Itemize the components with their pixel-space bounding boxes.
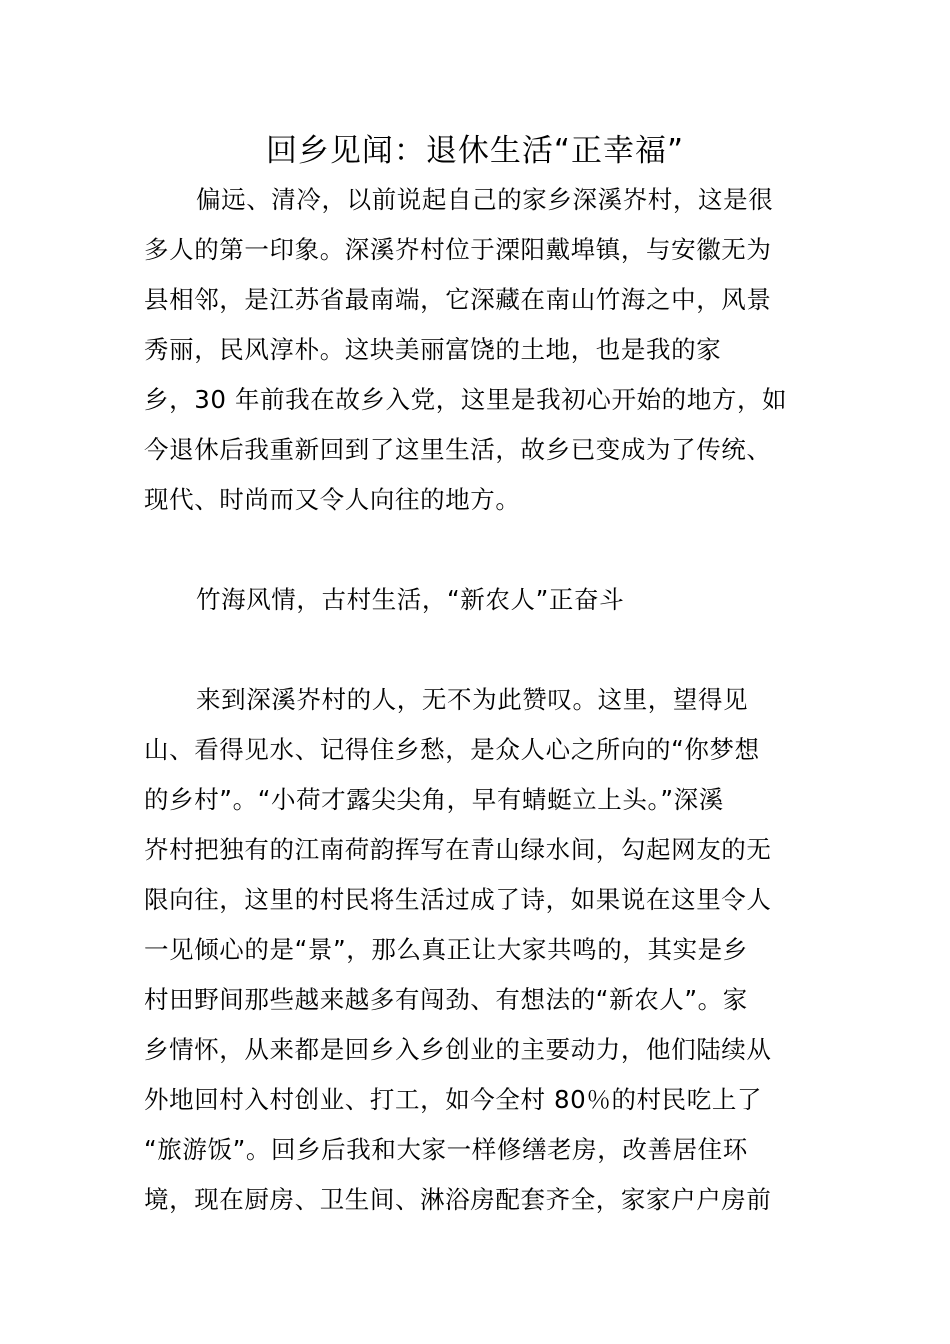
- text-line: 一见倾心的是“景”，那么真正让大家共鸣的，其实是乡: [144, 935, 748, 964]
- text-line: 多人的第一印象。深溪岕村位于溧阳戴埠镇，与安徽无为: [144, 235, 772, 264]
- text-line: 山、看得见水、记得住乡愁，是众人心之所向的“你梦想: [144, 735, 760, 764]
- document-title: 回乡见闻：退休生活“正幸福”: [265, 133, 685, 169]
- section-subheading: 竹海风情，古村生活，“新农人”正奋斗: [196, 585, 625, 614]
- text-line: 限向往，这里的村民将生活过成了诗，如果说在这里令人: [144, 885, 772, 914]
- text-line: 外地回村入村创业、打工，如今全村 80％的村民吃上了: [144, 1085, 763, 1114]
- text-line: 秀丽，民风淳朴。这块美丽富饶的土地，也是我的家: [144, 335, 722, 364]
- text-line: 的乡村”。“小荷才露尖尖角，早有蜻蜓立上头。”深溪: [144, 785, 724, 814]
- text-line: 乡情怀，从来都是回乡入乡创业的主要动力，他们陆续从: [144, 1035, 772, 1064]
- text-line: 偏远、清冷，以前说起自己的家乡深溪岕村，这是很: [196, 185, 774, 214]
- text-line: 来到深溪岕村的人，无不为此赞叹。这里，望得见: [196, 685, 749, 714]
- text-line: 村田野间那些越来越多有闯劲、有想法的“新农人”。家: [144, 985, 748, 1014]
- text-line: 乡，30 年前我在故乡入党，这里是我初心开始的地方，如: [144, 385, 788, 414]
- text-line: 今退休后我重新回到了这里生活，故乡已变成为了传统、: [144, 435, 772, 464]
- text-line: 岕村把独有的江南荷韵挥写在青山绿水间，勾起网友的无: [144, 835, 772, 864]
- text-line: 境，现在厨房、卫生间、淋浴房配套齐全，家家户户房前: [144, 1185, 772, 1214]
- text-line: 县相邻，是江苏省最南端，它深藏在南山竹海之中，风景: [144, 285, 772, 314]
- text-line: 现代、时尚而又令人向往的地方。: [144, 485, 521, 514]
- text-line: “旅游饭”。回乡后我和大家一样修缮老房，改善居住环: [144, 1135, 748, 1164]
